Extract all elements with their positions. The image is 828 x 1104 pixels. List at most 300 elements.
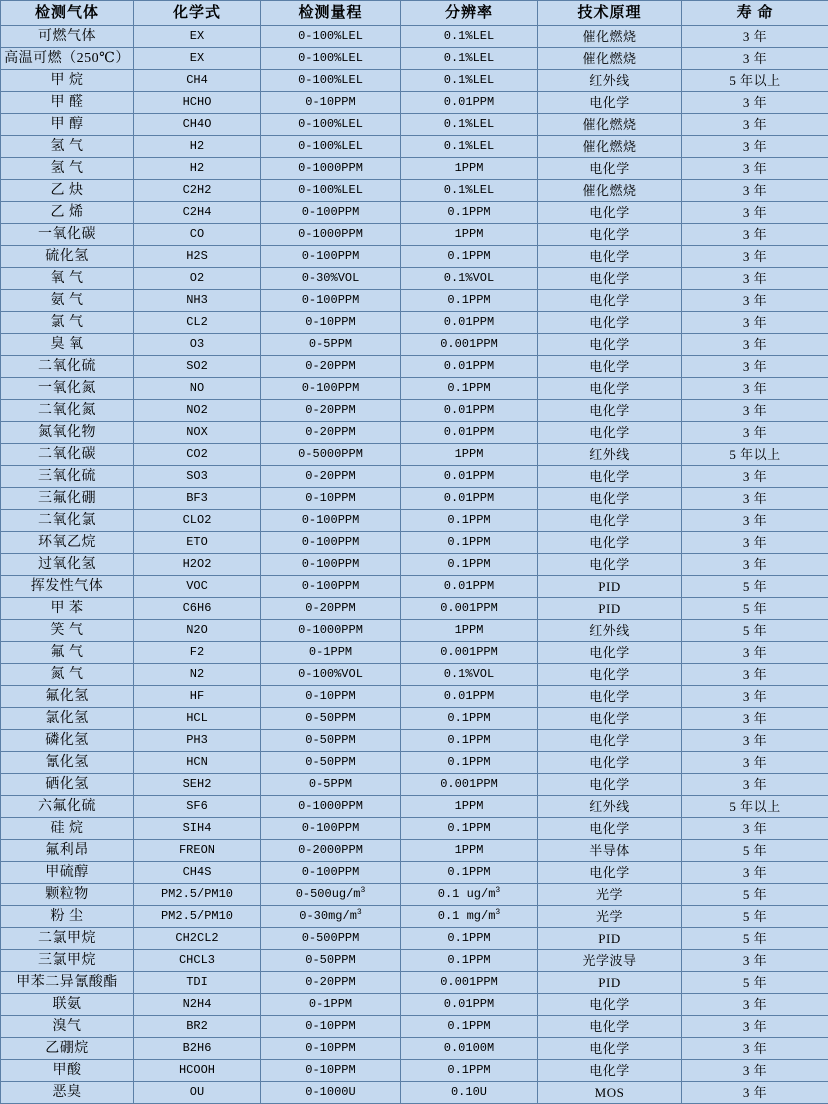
cell-resolution: 0.01PPM (401, 994, 538, 1016)
cell-gas: 一氧化氮 (1, 378, 134, 400)
cell-range: 0-50PPM (261, 708, 401, 730)
cell-resolution: 0.01PPM (401, 92, 538, 114)
table-row (1, 114, 828, 136)
cell-formula: SO3 (134, 466, 261, 488)
cell-gas: 颗粒物 (1, 884, 134, 906)
cell-principle: 催化燃烧 (538, 114, 682, 136)
cell-resolution: 1PPM (401, 444, 538, 466)
cell-formula: NOX (134, 422, 261, 444)
cell-principle: 红外线 (538, 444, 682, 466)
cell-principle: 半导体 (538, 840, 682, 862)
cell-formula: H2 (134, 158, 261, 180)
cell-life: 3 年 (682, 642, 828, 664)
cell-resolution: 0.1%LEL (401, 70, 538, 92)
cell-formula: C2H2 (134, 180, 261, 202)
table-row (1, 686, 828, 708)
cell-gas: 过氧化氢 (1, 554, 134, 576)
cell-range: 0-50PPM (261, 730, 401, 752)
cell-principle: 电化学 (538, 202, 682, 224)
cell-life: 3 年 (682, 862, 828, 884)
cell-resolution: 0.001PPM (401, 642, 538, 664)
cell-life: 3 年 (682, 686, 828, 708)
cell-resolution: 0.1%VOL (401, 664, 538, 686)
cell-resolution: 0.1%LEL (401, 48, 538, 70)
cell-range: 0-1000PPM (261, 796, 401, 818)
cell-formula: N2 (134, 664, 261, 686)
cell-life: 3 年 (682, 774, 828, 796)
column-header-gas: 检测气体 (1, 1, 134, 26)
table-row (1, 70, 828, 92)
cell-principle: 红外线 (538, 620, 682, 642)
cell-resolution: 0.1 $ug/m^3$ (401, 884, 538, 906)
cell-resolution: 0.1PPM (401, 202, 538, 224)
table-row (1, 312, 828, 334)
cell-principle: 电化学 (538, 642, 682, 664)
cell-formula: O3 (134, 334, 261, 356)
cell-formula: F2 (134, 642, 261, 664)
cell-formula: H2S (134, 246, 261, 268)
cell-life: 5 年以上 (682, 796, 828, 818)
cell-resolution: 0.1PPM (401, 1016, 538, 1038)
table-row (1, 906, 828, 928)
column-header-life: 寿 命 (682, 1, 828, 26)
cell-gas: 二氯甲烷 (1, 928, 134, 950)
table-row (1, 840, 828, 862)
cell-resolution: 0.1%VOL (401, 268, 538, 290)
cell-range: 0-100PPM (261, 202, 401, 224)
cell-principle: 电化学 (538, 730, 682, 752)
cell-life: 5 年以上 (682, 444, 828, 466)
cell-gas: 六氟化硫 (1, 796, 134, 818)
cell-formula: NO (134, 378, 261, 400)
cell-range: 0-10PPM (261, 1016, 401, 1038)
cell-principle: 电化学 (538, 532, 682, 554)
cell-life: 5 年 (682, 840, 828, 862)
cell-life: 5 年 (682, 884, 828, 906)
cell-formula: CO2 (134, 444, 261, 466)
cell-gas: 硒化氢 (1, 774, 134, 796)
cell-resolution: 0.01PPM (401, 356, 538, 378)
cell-resolution: 0.1%LEL (401, 114, 538, 136)
cell-life: 5 年 (682, 576, 828, 598)
cell-range: 0-5PPM (261, 334, 401, 356)
cell-formula: CO (134, 224, 261, 246)
cell-gas: 甲酸 (1, 1060, 134, 1082)
cell-range: 0-20PPM (261, 356, 401, 378)
cell-range: 0-50PPM (261, 950, 401, 972)
cell-life: 3 年 (682, 664, 828, 686)
cell-formula: O2 (134, 268, 261, 290)
cell-principle: PID (538, 598, 682, 620)
cell-range: 0-100PPM (261, 862, 401, 884)
table-row (1, 642, 828, 664)
cell-gas: 一氧化碳 (1, 224, 134, 246)
cell-resolution: 0.01PPM (401, 466, 538, 488)
cell-principle: 电化学 (538, 774, 682, 796)
cell-gas: 高温可燃（250℃） (1, 48, 134, 70)
cell-life: 3 年 (682, 224, 828, 246)
column-header-range: 检测量程 (261, 1, 401, 26)
table-row (1, 730, 828, 752)
cell-gas: 氢 气 (1, 158, 134, 180)
table-row (1, 136, 828, 158)
cell-life: 3 年 (682, 246, 828, 268)
cell-gas: 乙 炔 (1, 180, 134, 202)
cell-principle: 电化学 (538, 378, 682, 400)
cell-formula: HCOOH (134, 1060, 261, 1082)
cell-principle: 催化燃烧 (538, 26, 682, 48)
cell-principle: 光学 (538, 884, 682, 906)
table-row (1, 1082, 828, 1104)
cell-gas: 氟化氢 (1, 686, 134, 708)
cell-gas: 甲苯二异氰酸酯 (1, 972, 134, 994)
table-row (1, 400, 828, 422)
cell-principle: 电化学 (538, 334, 682, 356)
cell-resolution: 0.1PPM (401, 730, 538, 752)
cell-formula: N2H4 (134, 994, 261, 1016)
cell-resolution: 0.01PPM (401, 488, 538, 510)
cell-resolution: 0.1PPM (401, 246, 538, 268)
cell-principle: 催化燃烧 (538, 48, 682, 70)
table-row (1, 224, 828, 246)
cell-formula: CH4 (134, 70, 261, 92)
cell-gas: 乙硼烷 (1, 1038, 134, 1060)
cell-resolution: 0.01PPM (401, 400, 538, 422)
cell-formula: C2H4 (134, 202, 261, 224)
cell-formula: CH4S (134, 862, 261, 884)
cell-range: 0-100PPM (261, 378, 401, 400)
cell-range: 0-1000PPM (261, 224, 401, 246)
cell-life: 5 年 (682, 906, 828, 928)
cell-range: 0-5PPM (261, 774, 401, 796)
cell-resolution: 0.1PPM (401, 862, 538, 884)
cell-resolution: 0.1PPM (401, 290, 538, 312)
cell-formula: CLO2 (134, 510, 261, 532)
cell-gas: 挥发性气体 (1, 576, 134, 598)
table-row (1, 510, 828, 532)
table-row (1, 972, 828, 994)
cell-principle: 红外线 (538, 796, 682, 818)
cell-formula: CH2CL2 (134, 928, 261, 950)
cell-range: 0-100PPM (261, 510, 401, 532)
table-row (1, 180, 828, 202)
cell-formula: NO2 (134, 400, 261, 422)
table-row (1, 884, 828, 906)
cell-gas: 乙 烯 (1, 202, 134, 224)
cell-resolution: 0.1%LEL (401, 136, 538, 158)
cell-gas: 甲 苯 (1, 598, 134, 620)
cell-resolution: 0.1%LEL (401, 180, 538, 202)
cell-resolution: 1PPM (401, 796, 538, 818)
cell-formula: PH3 (134, 730, 261, 752)
cell-gas: 二氧化氯 (1, 510, 134, 532)
cell-formula: B2H6 (134, 1038, 261, 1060)
cell-range: 0-20PPM (261, 400, 401, 422)
cell-life: 3 年 (682, 356, 828, 378)
cell-life: 3 年 (682, 1016, 828, 1038)
cell-range: 0-20PPM (261, 598, 401, 620)
cell-resolution: 0.1PPM (401, 554, 538, 576)
cell-formula: N2O (134, 620, 261, 642)
cell-range: 0-10PPM (261, 488, 401, 510)
table-row (1, 268, 828, 290)
cell-life: 3 年 (682, 730, 828, 752)
cell-range: 0-1000U (261, 1082, 401, 1104)
cell-resolution: 0.0100M (401, 1038, 538, 1060)
table-row (1, 928, 828, 950)
cell-range: 0-10PPM (261, 686, 401, 708)
cell-life: 5 年 (682, 598, 828, 620)
table-row (1, 158, 828, 180)
cell-principle: 电化学 (538, 510, 682, 532)
cell-resolution: 0.1PPM (401, 532, 538, 554)
cell-life: 3 年 (682, 1082, 828, 1104)
cell-range: 0-10PPM (261, 1038, 401, 1060)
cell-range: 0-1000PPM (261, 620, 401, 642)
table-row (1, 1016, 828, 1038)
cell-range: 0-20PPM (261, 422, 401, 444)
cell-gas: 环氧乙烷 (1, 532, 134, 554)
cell-gas: 氯化氢 (1, 708, 134, 730)
cell-life: 5 年 (682, 972, 828, 994)
cell-gas: 粉 尘 (1, 906, 134, 928)
cell-resolution: 0.1PPM (401, 1060, 538, 1082)
cell-principle: 电化学 (538, 1060, 682, 1082)
cell-resolution: 0.01PPM (401, 686, 538, 708)
cell-principle: 红外线 (538, 70, 682, 92)
cell-life: 3 年 (682, 334, 828, 356)
cell-range: 0-30%VOL (261, 268, 401, 290)
table-row (1, 950, 828, 972)
table-row (1, 444, 828, 466)
table-row (1, 356, 828, 378)
cell-principle: 电化学 (538, 818, 682, 840)
cell-principle: MOS (538, 1082, 682, 1104)
table-header-row (1, 1, 828, 26)
cell-principle: 电化学 (538, 708, 682, 730)
table-row (1, 818, 828, 840)
cell-formula: ETO (134, 532, 261, 554)
cell-gas: 氢 气 (1, 136, 134, 158)
cell-life: 3 年 (682, 400, 828, 422)
cell-range: 0-5000PPM (261, 444, 401, 466)
cell-resolution: 0.1PPM (401, 752, 538, 774)
cell-gas: 氧 气 (1, 268, 134, 290)
cell-formula: EX (134, 48, 261, 70)
cell-range: 0-100%LEL (261, 114, 401, 136)
cell-resolution: 1PPM (401, 840, 538, 862)
cell-gas: 氟 气 (1, 642, 134, 664)
cell-principle: 电化学 (538, 224, 682, 246)
table-row (1, 334, 828, 356)
cell-formula: SO2 (134, 356, 261, 378)
cell-range: 0-20PPM (261, 466, 401, 488)
cell-formula: PM2.5/PM10 (134, 884, 261, 906)
cell-range: 0-100PPM (261, 246, 401, 268)
table-row (1, 92, 828, 114)
cell-life: 3 年 (682, 26, 828, 48)
table-row (1, 1038, 828, 1060)
cell-life: 5 年 (682, 928, 828, 950)
cell-principle: 电化学 (538, 994, 682, 1016)
cell-formula: CL2 (134, 312, 261, 334)
cell-principle: 电化学 (538, 422, 682, 444)
cell-gas: 溴气 (1, 1016, 134, 1038)
cell-gas: 甲 醛 (1, 92, 134, 114)
cell-principle: 电化学 (538, 268, 682, 290)
cell-range: 0-100%LEL (261, 70, 401, 92)
cell-formula: H2 (134, 136, 261, 158)
table-row (1, 554, 828, 576)
cell-resolution: 0.001PPM (401, 598, 538, 620)
cell-gas: 甲 烷 (1, 70, 134, 92)
cell-life: 3 年 (682, 752, 828, 774)
cell-life: 3 年 (682, 158, 828, 180)
cell-range: $0-30mg/m^3$ (261, 906, 401, 928)
cell-range: 0-2000PPM (261, 840, 401, 862)
table-row (1, 994, 828, 1016)
cell-principle: 光学 (538, 906, 682, 928)
cell-gas: 硫化氢 (1, 246, 134, 268)
table-row (1, 48, 828, 70)
cell-gas: 三氧化硫 (1, 466, 134, 488)
cell-life: 3 年 (682, 818, 828, 840)
cell-range: 0-100%VOL (261, 664, 401, 686)
cell-life: 3 年 (682, 466, 828, 488)
cell-gas: 氟利昂 (1, 840, 134, 862)
table-row (1, 664, 828, 686)
cell-formula: PM2.5/PM10 (134, 906, 261, 928)
cell-range: $0-500ug/m^3$ (261, 884, 401, 906)
table-row (1, 290, 828, 312)
cell-formula: SF6 (134, 796, 261, 818)
cell-range: 0-100PPM (261, 818, 401, 840)
cell-gas: 氰化氢 (1, 752, 134, 774)
cell-principle: 电化学 (538, 312, 682, 334)
cell-life: 3 年 (682, 48, 828, 70)
cell-gas: 恶臭 (1, 1082, 134, 1104)
cell-gas: 三氟化硼 (1, 488, 134, 510)
cell-resolution: 0.01PPM (401, 422, 538, 444)
table-row (1, 466, 828, 488)
cell-range: 0-1PPM (261, 994, 401, 1016)
cell-life: 3 年 (682, 488, 828, 510)
cell-principle: 电化学 (538, 1038, 682, 1060)
cell-gas: 二氧化硫 (1, 356, 134, 378)
cell-life: 3 年 (682, 708, 828, 730)
table-row (1, 774, 828, 796)
cell-gas: 三氯甲烷 (1, 950, 134, 972)
cell-range: 0-10PPM (261, 92, 401, 114)
cell-gas: 氯 气 (1, 312, 134, 334)
cell-range: 0-100%LEL (261, 180, 401, 202)
cell-life: 3 年 (682, 554, 828, 576)
table-row (1, 708, 828, 730)
table-row (1, 532, 828, 554)
cell-range: 0-10PPM (261, 312, 401, 334)
cell-resolution: 1PPM (401, 620, 538, 642)
table-row (1, 598, 828, 620)
cell-formula: CHCL3 (134, 950, 261, 972)
cell-principle: 电化学 (538, 752, 682, 774)
cell-principle: 电化学 (538, 92, 682, 114)
table-body (1, 26, 828, 1104)
table-row (1, 620, 828, 642)
cell-resolution: 0.001PPM (401, 334, 538, 356)
cell-formula: BR2 (134, 1016, 261, 1038)
cell-formula: HCN (134, 752, 261, 774)
cell-formula: VOC (134, 576, 261, 598)
cell-life: 3 年 (682, 136, 828, 158)
cell-formula: C6H6 (134, 598, 261, 620)
cell-life: 3 年 (682, 532, 828, 554)
cell-resolution: 0.1PPM (401, 950, 538, 972)
cell-principle: 电化学 (538, 246, 682, 268)
cell-gas: 二氧化碳 (1, 444, 134, 466)
table-row (1, 202, 828, 224)
cell-resolution: 0.001PPM (401, 972, 538, 994)
cell-life: 3 年 (682, 92, 828, 114)
cell-formula: TDI (134, 972, 261, 994)
cell-life: 3 年 (682, 994, 828, 1016)
column-header-principle: 技术原理 (538, 1, 682, 26)
cell-formula: OU (134, 1082, 261, 1104)
cell-principle: 电化学 (538, 290, 682, 312)
table-row (1, 488, 828, 510)
cell-principle: 电化学 (538, 1016, 682, 1038)
cell-formula: EX (134, 26, 261, 48)
cell-principle: 电化学 (538, 686, 682, 708)
cell-formula: HF (134, 686, 261, 708)
cell-life: 3 年 (682, 114, 828, 136)
cell-gas: 氨 气 (1, 290, 134, 312)
cell-range: 0-1PPM (261, 642, 401, 664)
cell-gas: 笑 气 (1, 620, 134, 642)
cell-range: 0-100PPM (261, 554, 401, 576)
cell-range: 0-50PPM (261, 752, 401, 774)
cell-resolution: 0.1 $mg/m^3$ (401, 906, 538, 928)
cell-life: 5 年以上 (682, 70, 828, 92)
cell-formula: HCHO (134, 92, 261, 114)
column-header-resolution: 分辨率 (401, 1, 538, 26)
cell-principle: 电化学 (538, 488, 682, 510)
cell-formula: HCL (134, 708, 261, 730)
table-row (1, 576, 828, 598)
cell-principle: 电化学 (538, 400, 682, 422)
cell-resolution: 0.1PPM (401, 818, 538, 840)
cell-range: 0-100PPM (261, 576, 401, 598)
cell-life: 3 年 (682, 268, 828, 290)
cell-principle: PID (538, 928, 682, 950)
table-row (1, 752, 828, 774)
cell-resolution: 0.01PPM (401, 576, 538, 598)
table-row (1, 246, 828, 268)
cell-gas: 二氧化氮 (1, 400, 134, 422)
cell-gas: 甲 醇 (1, 114, 134, 136)
cell-life: 3 年 (682, 422, 828, 444)
cell-formula: BF3 (134, 488, 261, 510)
cell-life: 3 年 (682, 378, 828, 400)
cell-resolution: 0.1PPM (401, 378, 538, 400)
cell-gas: 甲硫醇 (1, 862, 134, 884)
cell-formula: H2O2 (134, 554, 261, 576)
cell-range: 0-500PPM (261, 928, 401, 950)
cell-gas: 氮氧化物 (1, 422, 134, 444)
cell-formula: NH3 (134, 290, 261, 312)
cell-principle: 电化学 (538, 356, 682, 378)
cell-gas: 臭 氧 (1, 334, 134, 356)
cell-life: 3 年 (682, 510, 828, 532)
